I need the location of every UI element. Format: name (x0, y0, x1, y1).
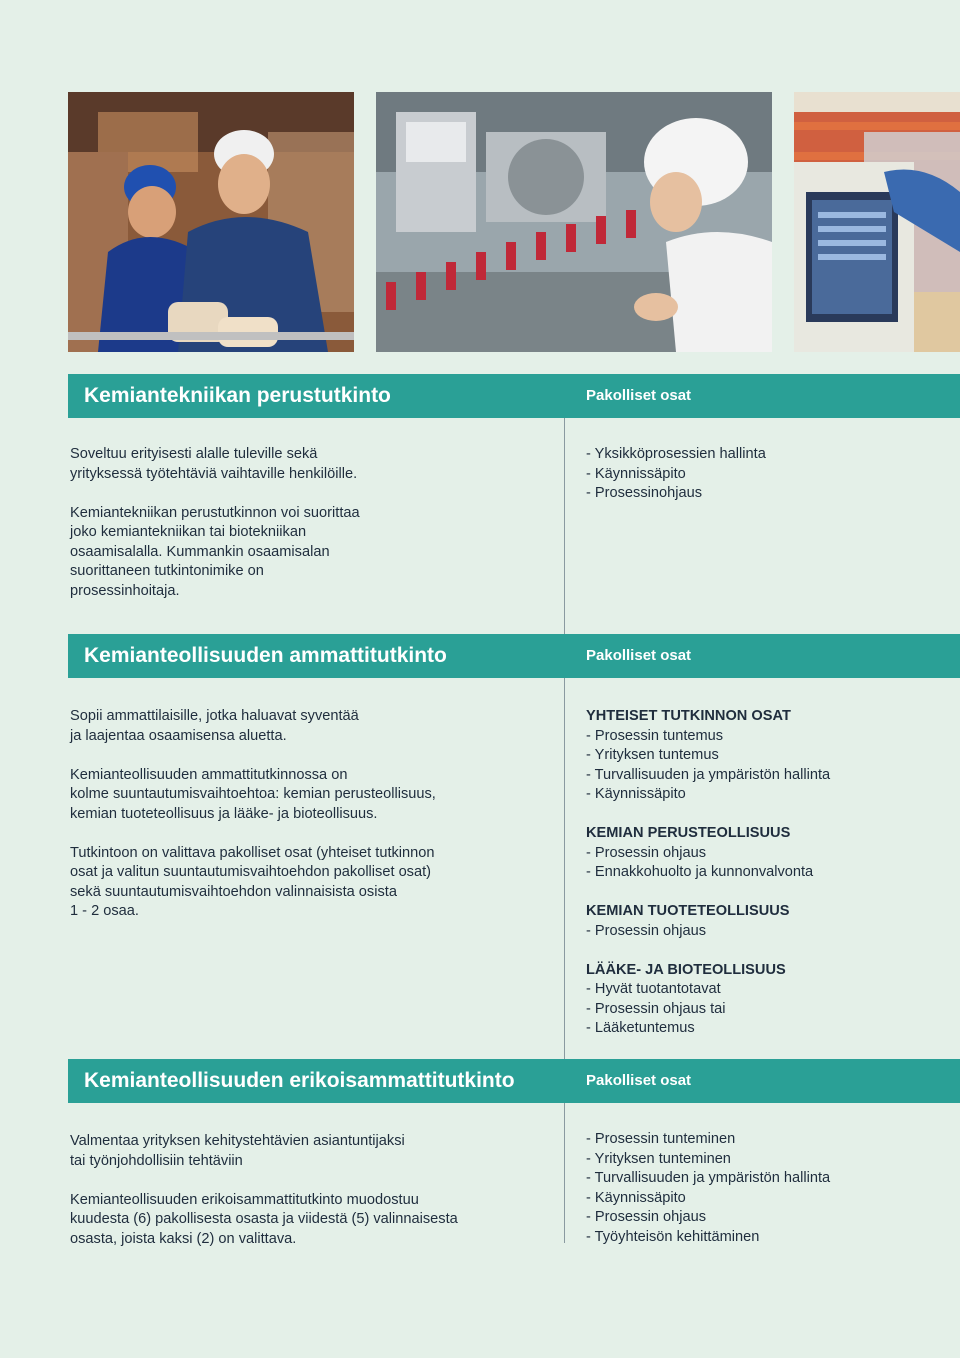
section2-paragraph: Kemianteollisuuden ammattitutkinnossa on kolme suuntautumisvaihtoehtoa: kemian perusteollisuus, kemian tuoteteollisuus ja lääke- ja bioteollisuus. (70, 766, 436, 822)
section1-paragraph: Kemiantekniikan perustutkinnon voi suorittaa joko kemiantekniikan tai biotekniikan osaamisalalla. Kummankin osaamisalan suorittaneen tutkintonimike on prosessinhoitaja. (70, 504, 360, 599)
list-item: - Prosessin ohjaus (586, 922, 707, 939)
section1-header (68, 374, 960, 418)
photo-lab-worker (376, 92, 772, 352)
list-item: - Prosessin tunteminen (586, 1131, 736, 1147)
section2-divider (564, 678, 565, 1060)
group-heading: KEMIAN PERUSTEOLLISUUS (586, 825, 791, 841)
section2-title: Kemianteollisuuden ammattitutkinto (84, 644, 447, 667)
list-item: - Yrityksen tuntemus (586, 747, 719, 763)
section3-description (70, 1132, 540, 1249)
list-item: - Käynnissäpito (586, 465, 686, 482)
list-item: - Ennakkohuolto ja kunnonvalvonta (586, 864, 814, 880)
section3-header (68, 1059, 960, 1103)
list-item: - Työyhteisön kehittäminen (586, 1228, 760, 1245)
section2-description (70, 707, 540, 922)
list-item: - Yrityksen tunteminen (586, 1150, 731, 1167)
list-item: - Prosessin tuntemus (586, 727, 724, 744)
section3-divider (564, 1103, 565, 1243)
photo-workers (68, 92, 354, 352)
group-heading: KEMIAN TUOTETEOLLISUUS (586, 903, 790, 919)
section1-description (70, 445, 540, 601)
list-item: - Prosessin ohjaus (586, 844, 707, 861)
section2-paragraph: Sopii ammattilaisille, jotka haluavat syventää ja laajentaa osaamisensa aluetta. (70, 708, 359, 744)
section3-paragraph: Valmentaa yrityksen kehitystehtävien asiantuntijaksi tai työnjohdollisiin tehtäviin (70, 1133, 405, 1169)
list-item: - Käynnissäpito (586, 786, 686, 802)
section3-required-label: Pakolliset osat (586, 1072, 692, 1089)
section1-divider (564, 418, 565, 634)
section3-title: Kemianteollisuuden erikoisammattitutkinto (84, 1069, 515, 1092)
list-item: - Käynnissäpito (586, 1189, 686, 1206)
section2-required-label: Pakolliset osat (586, 647, 692, 664)
section3-required-list (586, 1130, 946, 1247)
photo-warehouse (794, 92, 960, 352)
section1-required-label: Pakolliset osat (586, 387, 692, 404)
section3-paragraph: Kemianteollisuuden erikoisammattitutkinto muodostuu kuudesta (6) pakollisesta osasta ja viidestä (5) valinnaisesta osasta, joista kaksi (2) on valittava. (70, 1191, 458, 1247)
section1-required-list (586, 445, 946, 504)
section1-title: Kemiantekniikan perustutkinto (84, 384, 391, 407)
list-item: - Prosessin ohjaus tai (586, 1000, 726, 1017)
group-heading: YHTEISET TUTKINNON OSAT (586, 708, 791, 724)
list-item: - Turvallisuuden ja ympäristön hallinta (586, 1170, 831, 1186)
group-heading: LÄÄKE- JA BIOTEOLLISUUS (586, 961, 786, 978)
section1-paragraph: Soveltuu erityisesti alalle tuleville sekä yrityksessä työtehtäviä vaihtaville henkilöille. (70, 446, 358, 482)
list-item: - Lääketuntemus (586, 1020, 695, 1036)
list-item: - Hyvät tuotantotavat (586, 981, 721, 997)
section2-paragraph: Tutkintoon on valittava pakolliset osat (yhteiset tutkinnon osat ja valitun suuntautumisvaihtoehdon pakolliset osat) sekä suuntautumisvaihtoehdon valinnaisista osista 1 - 2 osaa. (70, 844, 435, 919)
section2-required-list (586, 707, 946, 1039)
section2-header (68, 634, 960, 678)
list-item: - Prosessin ohjaus (586, 1209, 707, 1225)
list-item: - Yksikköprosessien hallinta (586, 446, 766, 462)
list-item: - Turvallisuuden ja ympäristön hallinta (586, 766, 831, 783)
list-item: - Prosessinohjaus (586, 485, 702, 501)
